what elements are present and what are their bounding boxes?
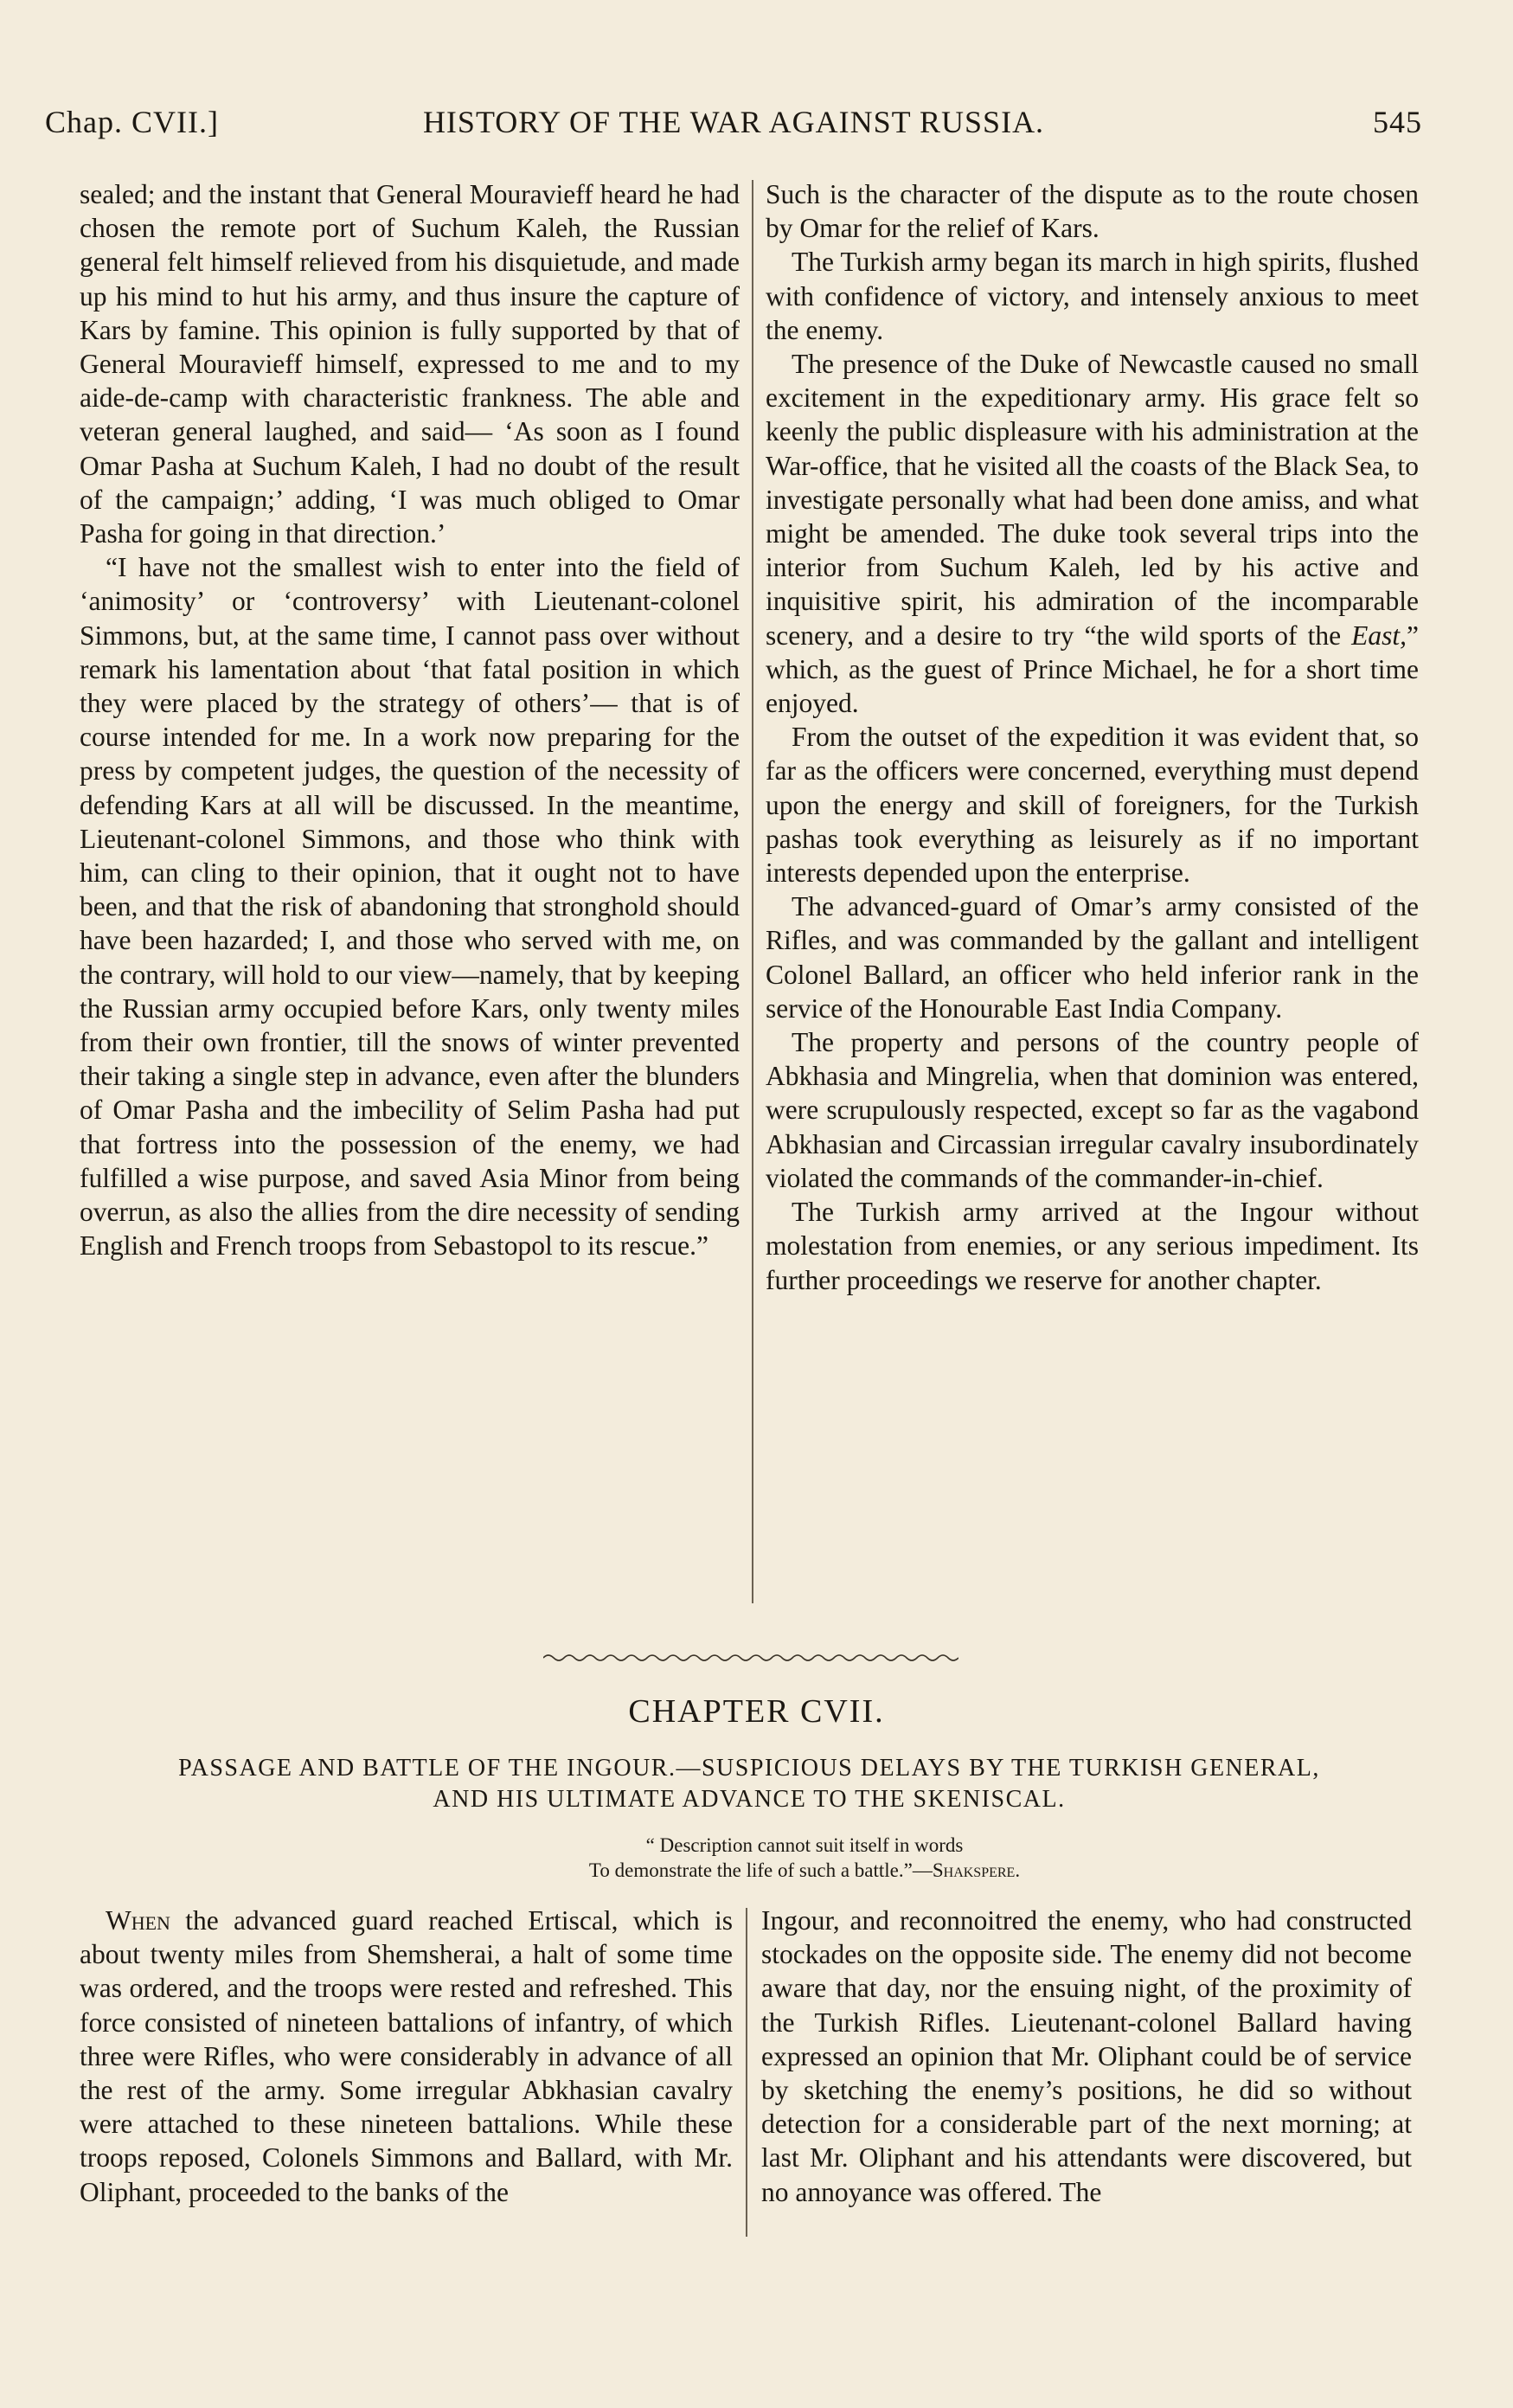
epigraph [415, 1833, 1194, 1883]
paragraph: sealed; and the instant that General Mouravieff heard he had chosen the remote port of Suchum Kaleh, the Russian general felt himself relieved from his disquietude, and made up his mind to hut his army, and thus insure the capture of Kars by famine. This opinion is fully supported by that of General Mouravieff himself, expressed to me and to my aide-de-camp with characteristic frankness. The able and veteran general laughed, and said— ‘As soon as I found Omar Pasha at Suchum Kaleh, I had no doubt of the result of the campaign;’ adding, ‘I was much obliged to Omar Pasha for going in that direction.’ [80, 179, 740, 549]
top-left-column [80, 177, 740, 1263]
paragraph: Such is the character of the dispute as to the route chosen by Omar for the relief of Kars. [766, 179, 1419, 244]
paragraph [80, 1904, 733, 2209]
text-run: The presence of the Duke of Newcastle caused no small excitement in the expeditionary army. His grace felt so keenly the public displeasure with his administration at the War-office, that he visited all the coasts of the Black Sea, to investigate personally what had been done amiss, and what might be amended. The duke took several trips into the interior from Suchum Kaleh, led by his active and inquisitive spirit, his admiration of the incomparable scenery, and a desire to try “the wild sports of the [766, 349, 1419, 651]
epigraph-author: Shakspere. [932, 1859, 1021, 1881]
paragraph: The Turkish army arrived at the Ingour without molestation from enemies, or any serious impediment. Its further proceedings we reserve for another chapter. [766, 1197, 1419, 1295]
bottom-right-column [761, 1904, 1412, 2209]
text-run: ” which, as the guest of Prince Michael, he for a short time enjoyed. [766, 620, 1419, 719]
chapter-subtitle [80, 1753, 1419, 1815]
paragraph: The advanced-guard of Omar’s army consisted of the Rifles, and was commanded by the gallant and intelligent Colonel Ballard, an officer who held inferior rank in the service of the Honourable East India Company. [766, 891, 1419, 1024]
subtitle-line: AND HIS ULTIMATE ADVANCE TO THE SKENISCAL. [433, 1786, 1066, 1813]
paragraph: From the outset of the expedition it was evident that, so far as the officers were concerned, everything must depend upon the energy and skill of foreigners, for the Turkish pashas took everything as leisurely as if no important interests depended upon the enterprise. [766, 722, 1419, 889]
italic-text: East, [1351, 620, 1407, 651]
running-title: HISTORY OF THE WAR AGAINST RUSSIA. [422, 105, 1045, 139]
paragraph [766, 347, 1419, 720]
column-divider [746, 1908, 747, 2237]
paragraph: Ingour, and reconnoitred the enemy, who had constructed stockades on the opposite side. The enemy did not become aware that day, nor the ensuing night, of the proximity of the Turkish Rifles. Lieutenant-colonel Ballard having expressed an opinion that Mr. Oliphant could be of service by sketching the enemy’s positions, he did so without detection for a considerable part of the next morning; at last Mr. Oliphant and his attendants were discovered, but no annoyance was offered. The [761, 1905, 1412, 2207]
epigraph-text: To demonstrate the life of such a battle.”— [588, 1859, 933, 1881]
chapter-heading: CHAPTER CVII. [628, 1693, 885, 1730]
ornamental-rule [543, 1651, 958, 1665]
paragraph: The property and persons of the country people of Abkhasia and Mingrelia, when that dominion was entered, were scrupulously respected, except so far as the vagabond Abkhasian and Circassian irregular cavalry insubordinately violated the commands of the commander-in-chief. [766, 1027, 1419, 1193]
page-number: 545 [1373, 105, 1422, 139]
top-right-column [766, 177, 1419, 1297]
column-divider [752, 180, 753, 1603]
paragraph: “I have not the smallest wish to enter into the field of ‘animosity’ or ‘controversy’ with Lieutenant-colonel Simmons, but, at the same time, I cannot pass over without remark his lamentation about ‘that fatal position in which they were placed by the strategy of others’— that is of course intended for me. In a work now preparing for the press by competent judges, the question of the necessity of defending Kars at all will be discussed. In the meantime, Lieutenant-colonel Simmons, and those who think with him, can cling to their opinion, that it ought not to have been, and that the risk of abandoning that stronghold should have been hazarded; I, and those who served with me, on the contrary, will hold to our view—namely, that by keeping the Russian army occupied before Kars, only twenty miles from their own frontier, till the snows of winter prevented their taking a single step in advance, even after the blunders of Omar Pasha and the imbecility of Selim Pasha had put that fortress into the possession of the enemy, we had fulfilled a wise purpose, and saved Asia Minor from being overrun, as also the allies from the dire necessity of sending English and French troops from Sebastopol to its rescue.” [80, 552, 740, 1262]
running-header [45, 104, 1422, 156]
bottom-left-column [80, 1904, 733, 2209]
opening-word: When [106, 1905, 170, 1936]
epigraph-line: “ Description cannot suit itself in words [645, 1834, 964, 1856]
text-run: the advanced guard reached Ertiscal, which is about twenty miles from Shemsherai, a halt of some time was ordered, and the troops were rested and refreshed. This force consisted of nineteen battalions of infantry, of which three were Rifles, who were considerably in advance of all the rest of the army. Some irregular Abkhasian cavalry were attached to these nineteen battalions. While these troops reposed, Colonels Simmons and Ballard, with Mr. Oliphant, proceeded to the banks of the [80, 1905, 733, 2207]
subtitle-line: PASSAGE AND BATTLE OF THE INGOUR.—SUSPICIOUS DELAYS BY THE TURKISH GENERAL, [178, 1755, 1320, 1782]
paragraph: The Turkish army began its march in high spirits, flushed with confidence of victory, and intensely anxious to meet the enemy. [766, 247, 1419, 345]
chapter-label: Chap. CVII.] [45, 105, 219, 139]
epigraph-line [415, 1858, 1194, 1883]
